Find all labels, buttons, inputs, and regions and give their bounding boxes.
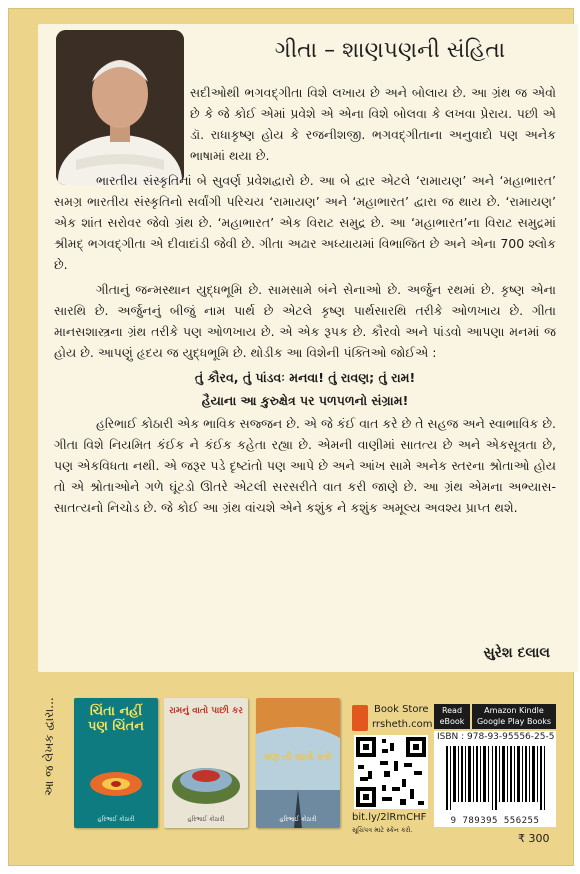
book-title: રામનું વાતો પાછી કર	[169, 706, 243, 716]
book-cover-3	[256, 698, 340, 828]
paragraph: ગીતાનું જન્મસ્થાન યુદ્ધભૂમિ છે. સામસામે બંને સેનાઓ છે. અર્જુન રથમાં છે. કૃષ્ણ એના સારથિ છે. અર્જુનનું બીજું નામ પાર્થ છે એટલે કૃષ્ણ પાર્થસારથિ તરીકે ઓળખાય છે. ગીતા માનસશાસ્ત્રના ગ્રંથ તરીકે પણ ઓળખાય છે. એ એક રૂપક છે. કૌરવો અને પાંડવો આપણા મનમાં જ હોય છે. આપણું હૃદય જ યુદ્ધભૂમિ છે. થોડીક આ વિશેની પંક્તિઓ જોઈએ :	[54, 282, 556, 360]
book-cover-1	[74, 698, 158, 828]
short-url: bit.ly/2lRmCHF	[352, 812, 427, 823]
barcode-number: 9 789395 556255	[450, 816, 540, 826]
book-art	[170, 746, 242, 806]
read-ebook-badge: Read eBook	[434, 704, 470, 729]
qr-caption: સૂચિપત્ર માટે સ્કેન કરો.	[352, 826, 413, 834]
isbn-text: ISBN : 978-93-95556-25-5	[437, 732, 555, 742]
ebook-platforms-badge: Amazon Kindle Google Play Books	[472, 704, 556, 729]
verse-line: હૈયાના આ કુરુક્ષેત્ર પર પળપળનો સંગ્રામ!	[201, 393, 409, 408]
book-author: હરિભાઈ કોઠારી	[187, 816, 225, 823]
page-title: ગીતા – શાણપણની સંહિતા	[274, 38, 506, 63]
signature: સુરેશ દલાલ	[483, 645, 550, 661]
other-books-label: આ જ લેખક દ્વારા...	[42, 697, 56, 796]
body-text	[54, 82, 556, 522]
book-title: ચિંતા નહીં પણ ચિંતન	[88, 704, 144, 734]
book-cover-2	[164, 698, 248, 828]
verse-line: તું કૌરવ, તું પાંડવઃ મનવા! તું રાવણ; તું રામ!	[194, 370, 416, 385]
store-label: Book Store	[374, 704, 429, 715]
book-author: હરિભાઈ કોઠારી	[97, 816, 135, 823]
price: ₹ 300	[518, 832, 550, 845]
book-art	[88, 754, 144, 802]
qr-code-icon[interactable]	[354, 735, 428, 809]
isbn-block	[434, 731, 556, 827]
paragraph: સદીઓથી ભગવદ્‌ગીતા વિશે લખાય છે અને બોલાય છે. આ ગ્રંથ જ એવો છે કે જે કોઈ એમાં પ્રવેશે એ એના વિશે બોલવા કે લખવા પ્રેરાય. પછી એ ડૉ. રાધાકૃષ્ણ હોય કે રજનીશજી. ભગવદ્‌ગીતાના અનુવાદો પણ અનેક ભાષામાં થયા છે.	[190, 85, 556, 163]
barcode-icon	[446, 746, 546, 810]
paragraph: હરિભાઈ કોઠારી એક ભાવિક સજ્જન છે. એ જે કંઈ વાત કરે છે તે સહજ અને સ્વાભાવિક છે. ગીતા વિશે નિયમિત કંઈક ને કંઈક કહેતા રહ્યા છે. એમની વાણીમાં સાતત્ય છે અને એકસૂત્રતા છે, પણ એકવિધતા નથી. એ જરૂર પડે દૃષ્ટાંતો પણ આપે છે અને આંખ સામે અનેક સ્તરના શ્રોતાઓ હોય તો એ શ્રોતાઓને ગળે ઘૂંટડો ઊતરે એટલી સરસરીતે વાત કરી જાણે છે. આ ગ્રંથ એમના અભ્યાસ-સાતત્યનો નિચોડ છે. જે કોઈ આ ગ્રંથ વાંચશે એને કશુંક ને કશુંક અમૂલ્ય અવશ્ય પ્રાપ્ત થશે.	[54, 416, 556, 515]
publisher-logo-icon	[352, 705, 368, 731]
store-url: rrsheth.com	[372, 719, 433, 730]
paragraph: ભારતીય સંસ્કૃતિનાં બે સુવર્ણ પ્રવેશદ્વારો છે. આ બે દ્વાર એટલે ‘રામાયણ’ અને ‘મહાભારત’ સમગ્ર ભારતીય સંસ્કૃતિનો સર્વાંગી પરિચય ‘રામાયણ’ અને ‘મહાભારત’ દ્વારા જ થાય છે. ‘રામાયણ’ એક શાંત સરોવર જેવો ગ્રંથ છે. ‘મહાભારત’ એક વિરાટ સમુદ્ર છે. આ ‘મહાભારત’ના વિરાટ સમુદ્રમાં શ્રીમદ્‌ ભગવદ્‌ગીતા એ દીવાદાંડી જેવી છે. ગીતા અઢાર અધ્યાયમાં વિભાજિત છે અને એના 700 શ્લોક છે.	[54, 173, 556, 272]
book-author: હરિભાઈ કોઠારી	[279, 816, 317, 823]
book-art	[256, 698, 340, 828]
book-title: ધણ તો વાતો કરો	[264, 752, 332, 763]
